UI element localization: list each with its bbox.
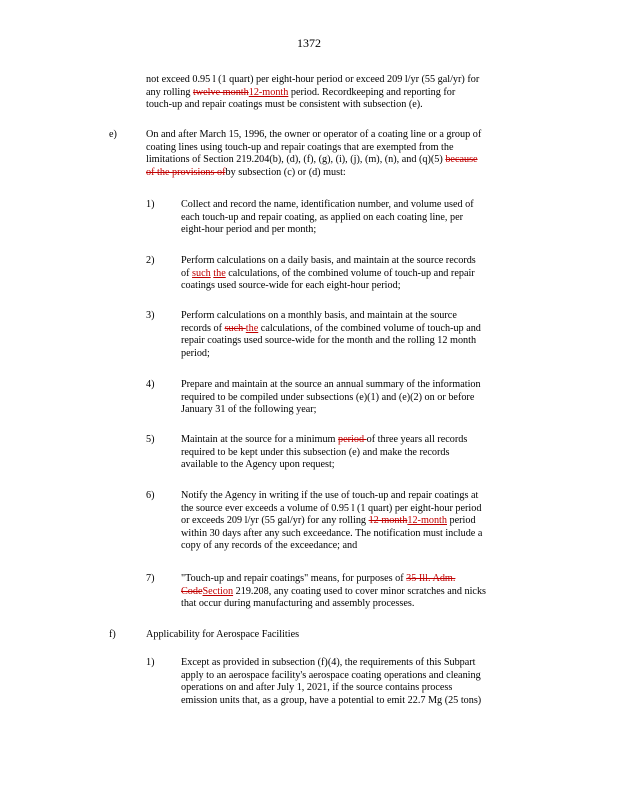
- text-line: Perform calculations on a monthly basis, and maintain at the source: [181, 310, 457, 321]
- item-marker-4: 4): [146, 379, 155, 390]
- list-item: [181, 657, 481, 707]
- text-line: coating lines using touch-up and repair coatings that are exempted from the: [146, 141, 454, 153]
- deleted-text: Code: [181, 585, 203, 597]
- text-line: or exceeds 209 l/yr (55 gal/yr) for any rolling 12 month12-month period: [181, 515, 476, 527]
- text-line: within 30 days after any such exceedance. The notification must include a: [181, 527, 483, 539]
- deleted-text: because: [445, 154, 478, 166]
- item-marker-6: 6): [146, 490, 155, 501]
- text-line: Prepare and maintain at the source an annual summary of the information: [181, 379, 481, 390]
- text-line: copy of any records of the exceedance; and: [181, 540, 358, 552]
- text-line: Perform calculations on a daily basis, and maintain at the source records: [181, 255, 476, 266]
- subsection-f-heading: Applicability for Aerospace Facilities: [146, 629, 300, 640]
- inserted-text: the: [245, 322, 259, 334]
- inserted-text: the: [213, 267, 226, 279]
- item-marker-1: 1): [146, 199, 155, 210]
- list-item: [181, 490, 482, 553]
- text-line: each touch-up and repair coating, as applied on each coating line, per: [181, 211, 464, 223]
- text-line: limitations of Section 219.204(b), (d), (f), (g), (i), (j), (m), (n), and (q)(5) because: [146, 154, 478, 166]
- text-line: coatings used source-wide for each eight-hour period;: [181, 280, 401, 292]
- subsection-marker-f: f): [109, 629, 116, 640]
- text-line: required to be compiled under subsections (e)(1) and (e)(2) on or before: [181, 391, 475, 403]
- text-line: Except as provided in subsection (f)(4), the requirements of this Subpart: [181, 657, 476, 668]
- text-line: emission units that, as a group, have a potential to emit 22.7 Mg (25 tons): [181, 694, 482, 706]
- text-line: Collect and record the name, identification number, and volume used of: [181, 199, 474, 210]
- text-line: of such the calculations, of the combined volume of touch-up and repair: [181, 267, 475, 279]
- text-line: the source ever exceeds a volume of 0.95 l (1 quart) per eight-hour period: [181, 502, 482, 514]
- item-marker-3: 3): [146, 310, 155, 321]
- text-line: CodeSection 219.208, any coating used to cover minor scratches and nicks: [181, 585, 486, 597]
- text-line: available to the Agency upon request;: [181, 459, 335, 471]
- deleted-text: of the provisions of: [146, 166, 226, 178]
- inserted-text: Section: [202, 585, 234, 597]
- list-item: [181, 573, 486, 611]
- item-marker-2: 2): [146, 255, 155, 266]
- inserted-text: such: [192, 267, 211, 279]
- text-line: any rolling twelve month12-month period. Recordkeeping and reporting for: [146, 86, 456, 98]
- list-item: [181, 379, 481, 417]
- deleted-text: twelve month: [192, 86, 249, 98]
- text-line: repair coatings used source-wide for the month and the rolling 12 month: [181, 335, 477, 347]
- list-item: [181, 199, 474, 237]
- subsection-marker-e: e): [109, 129, 117, 140]
- text-line: Notify the Agency in writing if the use of touch-up and repair coatings at: [181, 490, 479, 501]
- continuation-paragraph: [146, 74, 479, 112]
- item-marker-f1: 1): [146, 657, 155, 668]
- inserted-text: 12-month: [407, 515, 447, 527]
- text-line: On and after March 15, 1996, the owner or operator of a coating line or a group of: [146, 129, 482, 140]
- text-line: operations on and after July 1, 2021, if the source contains process: [181, 682, 453, 694]
- text-line: not exceed 0.95 l (1 quart) per eight-hour period or exceed 209 l/yr (55 gal/yr) for: [146, 74, 480, 85]
- text-line: period;: [181, 347, 210, 359]
- inserted-text: 12-month: [248, 86, 289, 98]
- page-number: 1372: [297, 36, 321, 50]
- subsection-e-intro: [146, 129, 481, 179]
- text-line: required to be kept under this subsection (e) and make the records: [181, 446, 450, 458]
- deleted-text: such: [224, 322, 246, 334]
- list-item: [181, 255, 476, 293]
- text-line: apply to an aerospace facility's aerospace coating operations and cleaning: [181, 669, 481, 681]
- text-line: eight-hour period and per month;: [181, 224, 317, 236]
- text-line: January 31 of the following year;: [181, 404, 317, 416]
- list-item: [181, 310, 481, 360]
- text-line: that occur during manufacturing and assembly processes.: [181, 598, 415, 610]
- item-marker-5: 5): [146, 434, 155, 445]
- text-line: of the provisions ofby subsection (c) or (d) must:: [146, 166, 346, 178]
- text-line: Maintain at the source for a minimum period of three years all records: [181, 434, 468, 445]
- list-item: [181, 434, 467, 472]
- deleted-text: 12 month: [368, 515, 408, 527]
- deleted-text: 35 Ill. Adm.: [406, 573, 456, 584]
- item-marker-7: 7): [146, 573, 155, 584]
- text-line: records of such the calculations, of the combined volume of touch-up and: [181, 322, 481, 334]
- text-line: "Touch-up and repair coatings" means, for purposes of 35 Ill. Adm.: [181, 573, 456, 584]
- text-line: touch-up and repair coatings must be consistent with subsection (e).: [146, 99, 423, 111]
- deleted-text: period: [338, 434, 367, 445]
